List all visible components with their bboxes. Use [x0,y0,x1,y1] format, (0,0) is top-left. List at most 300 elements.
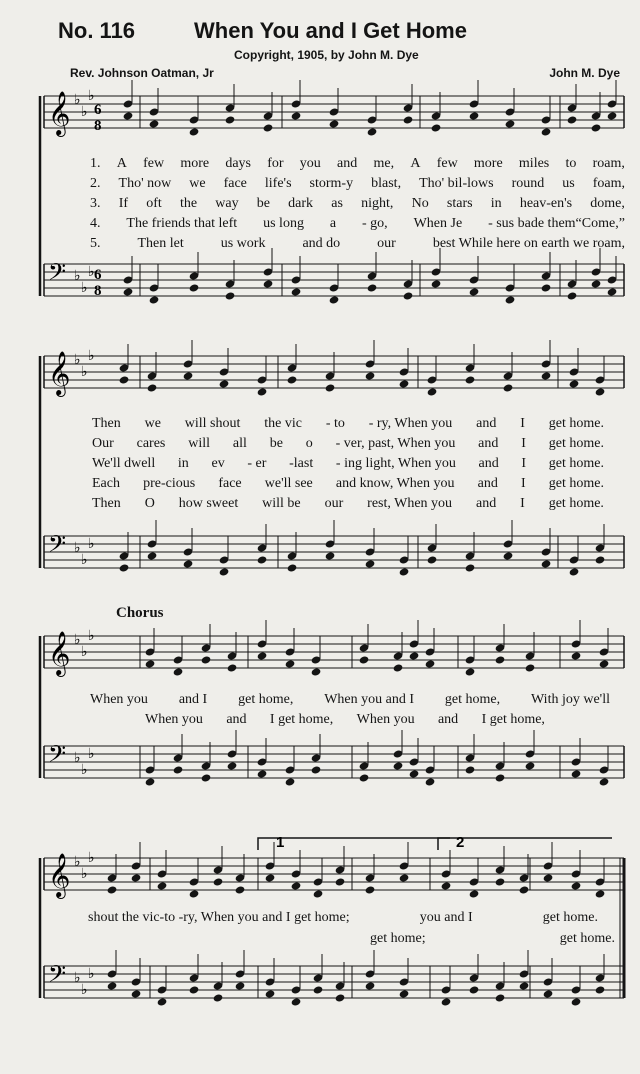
note-head [145,659,156,668]
lyric-syllable: - er [247,456,267,471]
lyric-syllable: best While here on earth we roam, [432,236,625,251]
lyric-syllable: No [411,196,429,211]
lyric-syllable: When you [356,712,415,727]
lyric-syllable: roam, [592,156,625,171]
note-head [201,773,212,782]
lyric-syllable: the [179,196,198,211]
note-head [291,881,302,890]
lyric-syllable: face [218,476,242,491]
note-head [359,655,370,664]
lyric-syllable: be [269,436,283,451]
lyric-syllable: O [144,496,155,511]
note-head [213,877,224,886]
note-head [465,375,476,384]
flat-icon: ♭ [81,552,88,568]
lyric-syllable: get home; [370,931,426,946]
verse-number: 2. [90,176,101,191]
note-head [519,885,530,894]
lyric-syllable: and [476,416,497,431]
flat-icon: ♭ [81,644,88,660]
note-head [325,383,336,392]
note-head [263,279,274,288]
note-head [595,985,606,994]
note-head [365,981,376,990]
note-head [591,123,602,132]
treble-clef-icon: 𝄞 [48,631,71,675]
bass-clef-icon: 𝄢 [48,258,67,291]
lyric-syllable: I get home, [481,712,545,727]
note-head [495,773,506,782]
chorus-line1-lower [145,712,545,728]
lyric-syllable: life's [264,176,292,191]
note-head [409,769,420,778]
ending-brackets [258,834,612,851]
note-head [313,889,324,898]
note-head [157,881,168,890]
note-head [465,765,476,774]
lyric-syllable: and do [302,236,341,251]
lyric-syllable: Tho' now [118,176,172,191]
flat-icon: ♭ [88,264,95,280]
lyric-syllable: get home, [444,692,501,707]
hymn-title: When You and I Get Home [194,18,467,43]
note-head [123,111,134,120]
lyric-syllable: ev [211,456,225,471]
lyric-syllable: the vic [264,416,302,431]
note-head [425,777,436,786]
lyric-line [92,456,604,472]
lyric-syllable: face [223,176,247,191]
note-head [519,981,530,990]
lyric-syllable: in [490,196,502,211]
note-head [367,127,378,136]
flat-icon: ♭ [74,632,81,648]
note-head [409,651,420,660]
flat-icon: ♭ [74,92,81,108]
lyric-syllable: When Je [413,216,463,231]
note-head [119,563,130,572]
note-head [335,877,346,886]
treble-clef-icon: 𝄞 [48,853,71,897]
note-head [469,985,480,994]
lyric-line [92,476,604,492]
note-head [119,375,130,384]
second-ending-number: 2 [456,834,465,851]
note-head [599,777,610,786]
lyric-syllable: When you and I [324,692,415,707]
svg-text:6: 6 [94,267,102,283]
lyric-syllable: heav-en's [519,196,573,211]
note-head [311,667,322,676]
note-head [393,663,404,672]
note-head [505,295,516,304]
note-head [147,383,158,392]
lyric-syllable: as [331,196,343,211]
note-head [131,989,142,998]
lyric-syllable: for [267,156,284,171]
note-head [365,371,376,380]
flat-icon: ♭ [81,982,88,998]
copyright-line: Copyright, 1905, by John M. Dye [234,48,419,62]
lyric-syllable: If [118,196,129,211]
note-head [149,119,160,128]
flat-icon: ♭ [81,364,88,380]
note-head [265,989,276,998]
lyric-syllable: - sus bade them“Come,” [488,216,625,231]
lyric-syllable: you and I [419,910,473,925]
lyric-syllable: us [562,176,575,191]
lyric-syllable: o [305,436,313,451]
flat-icon: ♭ [88,746,95,762]
note-head [503,551,514,560]
lyric-syllable: me, [373,156,395,171]
lyric-syllable: I [520,476,526,491]
note-head [495,877,506,886]
chorus-line2-lower [370,931,615,947]
note-head [329,295,340,304]
lyric-syllable: When you [90,692,148,707]
note-head [287,375,298,384]
note-head [201,655,212,664]
note-head [173,667,184,676]
lyric-syllable: us work [220,236,266,251]
note-head [543,873,554,882]
note-head [291,111,302,120]
lyric-syllable: to [565,156,577,171]
note-head [607,287,618,296]
lyric-syllable: us long [263,216,304,231]
note-head [571,651,582,660]
lyric-syllable: round [511,176,545,191]
treble-clef-icon: 𝄞 [48,91,71,135]
lyric-syllable: blast, [371,176,402,191]
lyric-syllable: - to [325,416,345,431]
note-head [311,765,322,774]
note-head [543,989,554,998]
note-head [107,981,118,990]
flat-icon: ♭ [81,762,88,778]
lyric-syllable: cares [136,436,166,451]
lyric-syllable: all [232,436,247,451]
note-head [183,559,194,568]
lyric-syllable: and [478,456,499,471]
lyric-syllable: I get home, [269,712,334,727]
lyric-line [90,216,625,232]
verse-number: 4. [90,216,101,231]
note-head [469,287,480,296]
lyric-syllable: we'll see [264,476,313,491]
lyric-syllable: storm-y [309,176,354,191]
flat-icon: ♭ [88,536,95,552]
note-head [567,291,578,300]
note-head [291,997,302,1006]
lyric-syllable: and [475,496,497,511]
note-head [189,127,200,136]
lyric-syllable: -last [289,456,314,471]
note-head [571,769,582,778]
verse-number: 1. [90,156,101,171]
note-head [505,119,516,128]
lyric-syllable: A [116,156,127,171]
lyric-syllable: and I [178,692,208,707]
note-head [591,279,602,288]
lyric-syllable: get home. [548,476,604,491]
note-head [257,651,268,660]
lyric-syllable: rest, When you [367,496,453,511]
lyric-syllable: - ver, past, When you [335,436,456,451]
note-head [427,387,438,396]
note-head [365,885,376,894]
note-head [399,567,410,576]
note-head [287,563,298,572]
note-head [599,659,610,668]
lyric-syllable: - go, [361,216,388,231]
note-head [257,387,268,396]
note-head [399,379,410,388]
lyric-line [92,436,604,452]
lyric-syllable: more [180,156,210,171]
note-head [365,559,376,568]
note-head [257,769,268,778]
flat-icon: ♭ [74,854,81,870]
lyric-syllable: Our [92,436,114,451]
flat-icon: ♭ [74,750,81,766]
note-head [425,659,436,668]
lyric-syllable: and [226,712,247,727]
lyric-syllable: will [188,436,211,451]
note-head [235,981,246,990]
note-head [189,985,200,994]
note-head [569,379,580,388]
note-head [469,111,480,120]
note-head [131,873,142,882]
lyric-line [90,236,625,252]
note-head [157,997,168,1006]
note-head [227,761,238,770]
note-head [219,379,230,388]
note-head [225,115,236,124]
note-head [541,127,552,136]
lyric-syllable: will be [262,496,301,511]
lyricist: Rev. Johnson Oatman, Jr [70,66,214,80]
lyric-syllable: and [437,712,459,727]
verse-number: 5. [90,236,101,251]
lyric-syllable: Then [92,416,121,431]
note-head [123,287,134,296]
composer: John M. Dye [549,66,620,80]
svg-text:6: 6 [94,102,102,118]
note-head [285,659,296,668]
lyric-syllable: few [436,156,458,171]
lyric-syllable: our [324,496,344,511]
note-head [431,279,442,288]
lyric-syllable: and know, When you [335,476,455,491]
lyric-syllable: Then [92,496,121,511]
lyric-line [90,156,625,172]
note-head [541,283,552,292]
lyric-syllable: foam, [592,176,625,191]
note-head [393,761,404,770]
lyric-syllable: how sweet [178,496,239,511]
lyric-syllable: get home. [542,910,598,925]
note-head [403,291,414,300]
lyric-syllable: A [410,156,421,171]
note-head [441,997,452,1006]
lyric-syllable: we [189,176,206,191]
note-head [227,663,238,672]
lyric-syllable: and [478,436,499,451]
note-head [541,371,552,380]
lyric-syllable: With joy we'll [531,692,610,707]
lyric-syllable: oft [146,196,162,211]
verse-number: 3. [90,196,101,211]
note-head [147,551,158,560]
lyric-syllable: we [144,416,161,431]
flat-icon: ♭ [81,866,88,882]
lyric-syllable: and [477,476,498,491]
note-head [367,283,378,292]
first-ending-number: 1 [276,834,285,851]
lyric-line [90,176,625,192]
lyric-syllable: get home. [548,456,604,471]
note-head [595,555,606,564]
note-head [325,551,336,560]
lyric-syllable: Each [92,476,120,491]
flat-icon: ♭ [74,268,81,284]
lyric-syllable: - ing light, When you [335,456,456,471]
flat-icon: ♭ [88,88,95,104]
chorus-label: Chorus [116,605,164,621]
flat-icon: ♭ [88,850,95,866]
lyric-line [92,496,604,512]
chorus-line1-upper [90,692,610,708]
note-head [263,123,274,132]
note-head [569,567,580,576]
bass-clef-icon: 𝄢 [48,960,67,993]
note-head [213,993,224,1002]
note-head [335,993,346,1002]
bass-clef-icon: 𝄢 [48,740,67,773]
note-head [607,111,618,120]
note-head [541,559,552,568]
lyric-syllable: in [177,456,189,471]
bass-clef-icon: 𝄢 [48,530,67,563]
lyric-syllable: our [377,236,396,251]
note-head [265,873,276,882]
lyric-syllable: way [215,196,239,211]
note-head [173,765,184,774]
lyric-syllable: I [521,436,526,451]
note-head [495,993,506,1002]
svg-text:8: 8 [94,283,102,299]
flat-icon: ♭ [74,970,81,986]
note-head [595,387,606,396]
svg-text:8: 8 [94,118,102,134]
note-head [469,889,480,898]
lyric-syllable: - ry, When you [368,416,453,431]
lyric-syllable: days [225,156,251,171]
lyric-syllable: night, [361,196,394,211]
note-head [399,873,410,882]
lyric-syllable: you [299,156,321,171]
lyric-syllable: stars [446,196,473,211]
note-head [107,885,118,894]
note-head [403,115,414,124]
flat-icon: ♭ [88,628,95,644]
lyric-line [90,196,625,212]
lyric-syllable: When you [145,712,203,727]
flat-icon: ♭ [74,540,81,556]
note-head [427,555,438,564]
note-head [465,563,476,572]
lyric-syllable: I [521,456,527,471]
note-head [431,123,442,132]
chorus-line2-upper [88,910,598,926]
lyric-syllable: miles [518,156,550,171]
note-head [465,667,476,676]
lyric-syllable: dark [288,196,314,211]
lyric-syllable: few [143,156,165,171]
lyric-syllable: and [337,156,358,171]
lyric-syllable: I [520,416,525,431]
lyric-syllable: be [256,196,270,211]
lyric-line [92,416,604,432]
lyric-syllable: get home. [548,416,604,431]
note-head [285,777,296,786]
note-head [525,761,536,770]
note-head [503,383,514,392]
lyric-syllable: get home. [548,436,604,451]
note-head [313,985,324,994]
note-head [225,291,236,300]
flat-icon: ♭ [74,352,81,368]
lyric-syllable: get home. [548,496,604,511]
note-head [189,889,200,898]
lyric-syllable: will shout [184,416,241,431]
lyric-syllable: a [329,216,337,231]
note-head [149,295,160,304]
lyric-syllable: I [520,496,525,511]
note-head [235,885,246,894]
note-head [571,881,582,890]
note-head [257,555,268,564]
lyric-syllable: shout the vic-to -ry, When you and I get home; [88,910,350,925]
lyric-syllable: pre-cious [143,476,196,491]
lyric-syllable: The friends that left [126,216,238,231]
note-head [525,663,536,672]
lyric-syllable: more [473,156,503,171]
note-head [329,119,340,128]
lyric-syllable: get home. [559,931,615,946]
flat-icon: ♭ [88,966,95,982]
note-head [183,371,194,380]
flat-icon: ♭ [81,104,88,120]
flat-icon: ♭ [81,280,88,296]
note-head [567,115,578,124]
treble-clef-icon: 𝄞 [48,351,71,395]
lyric-syllable: We'll dwell [92,456,156,471]
lyric-syllable: dome, [590,196,625,211]
note-head [359,773,370,782]
note-head [571,997,582,1006]
flat-icon: ♭ [88,348,95,364]
note-head [291,287,302,296]
note-head [145,777,156,786]
note-head [441,881,452,890]
lyric-syllable: get home, [238,692,294,707]
note-head [399,989,410,998]
lyric-syllable: Then let [137,236,184,251]
